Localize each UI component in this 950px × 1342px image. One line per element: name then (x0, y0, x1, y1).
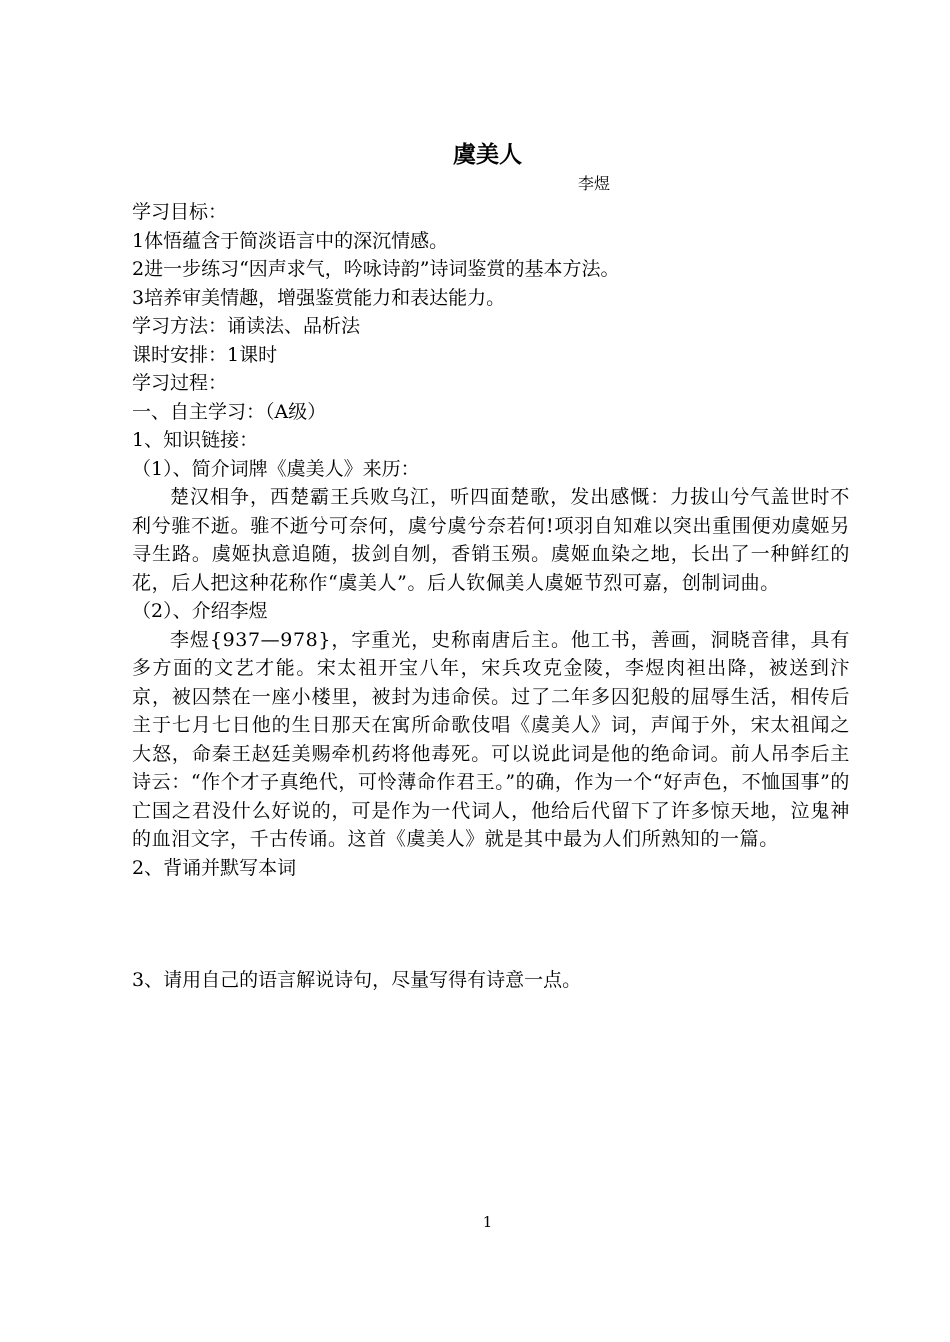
objective-item-3: 3培养审美情趣，增强鉴赏能力和表达能力。 (132, 286, 506, 309)
liyu-intro-paragraph: 李煜{937—978}，字重光，史称南唐后主。他工书，善画，洞晓音律，具有多方面的文艺才能。宋太祖开宝八年，宋兵攻克金陵，李煜肉袒出降，被送到汴京，被囚禁在一座小楼里，被封为违命侯。过了二年多囚犯般的屈辱生活，相传后主于七月七日他的生日那天在寓所命歌伎唱《虞美人》词，声闻于外，宋太祖闻之大怒，命秦王赵廷美赐牵机药将他毒死。可以说此词是他的绝命词。前人吊李后主诗云：“作个才子真绝代，可怜薄命作君王。”的确，作为一个“好声色，不恤国事”的亡国之君没什么好说的，可是作为一代词人，他给后代留下了许多惊天地，泣鬼神的血泪文字，千古传诵。这首《虞美人》就是其中最为人们所熟知的一篇。 (132, 628, 850, 850)
process-heading: 学习过程： (132, 372, 228, 394)
task-recite: 2、背诵并默写本词 (132, 856, 297, 879)
objective-item-1: 1体悟蕴含于简淡语言中的深沉情感。 (132, 229, 449, 252)
objective-item-2: 2进一步练习“因声求气，吟咏诗韵”诗词鉴赏的基本方法。 (132, 258, 620, 280)
task-explain: 3、请用自己的语言解说诗句，尽量写得有诗意一点。 (132, 969, 582, 991)
subsection-heading-liyu: （2）、介绍李煜 (132, 600, 268, 622)
objectives-heading: 学习目标： (132, 201, 228, 223)
page-number: 1 (482, 1213, 493, 1231)
cipai-origin-paragraph: 楚汉相争，西楚霸王兵败乌江，听四面楚歌，发出感慨：力拔山兮气盖世时不利兮骓不逝。骓不逝兮可奈何，虞兮虞兮奈若何!项羽自知难以突出重围便劝虞姬另寻生路。虞姬执意追随，拔剑自刎，香销玉殒。虞姬血染之地，长出了一种鲜红的花，后人把这种花称作“虞美人”。后人钦佩美人虞姬节烈可嘉，创制词曲。 (132, 486, 850, 594)
answer-space (132, 882, 850, 966)
knowledge-link-heading: 1、知识链接： (132, 429, 259, 451)
document-body (132, 198, 850, 995)
subsection-heading-cipai: （1）、简介词牌《虞美人》来历： (132, 457, 420, 480)
section-heading-self-study: 一、自主学习：（A级） (132, 400, 327, 423)
document-title: 虞美人 (453, 142, 522, 168)
class-schedule: 课时安排：1课时 (132, 343, 278, 366)
study-method: 学习方法：诵读法、品析法 (132, 315, 361, 337)
author-name: 李煜 (578, 174, 611, 193)
